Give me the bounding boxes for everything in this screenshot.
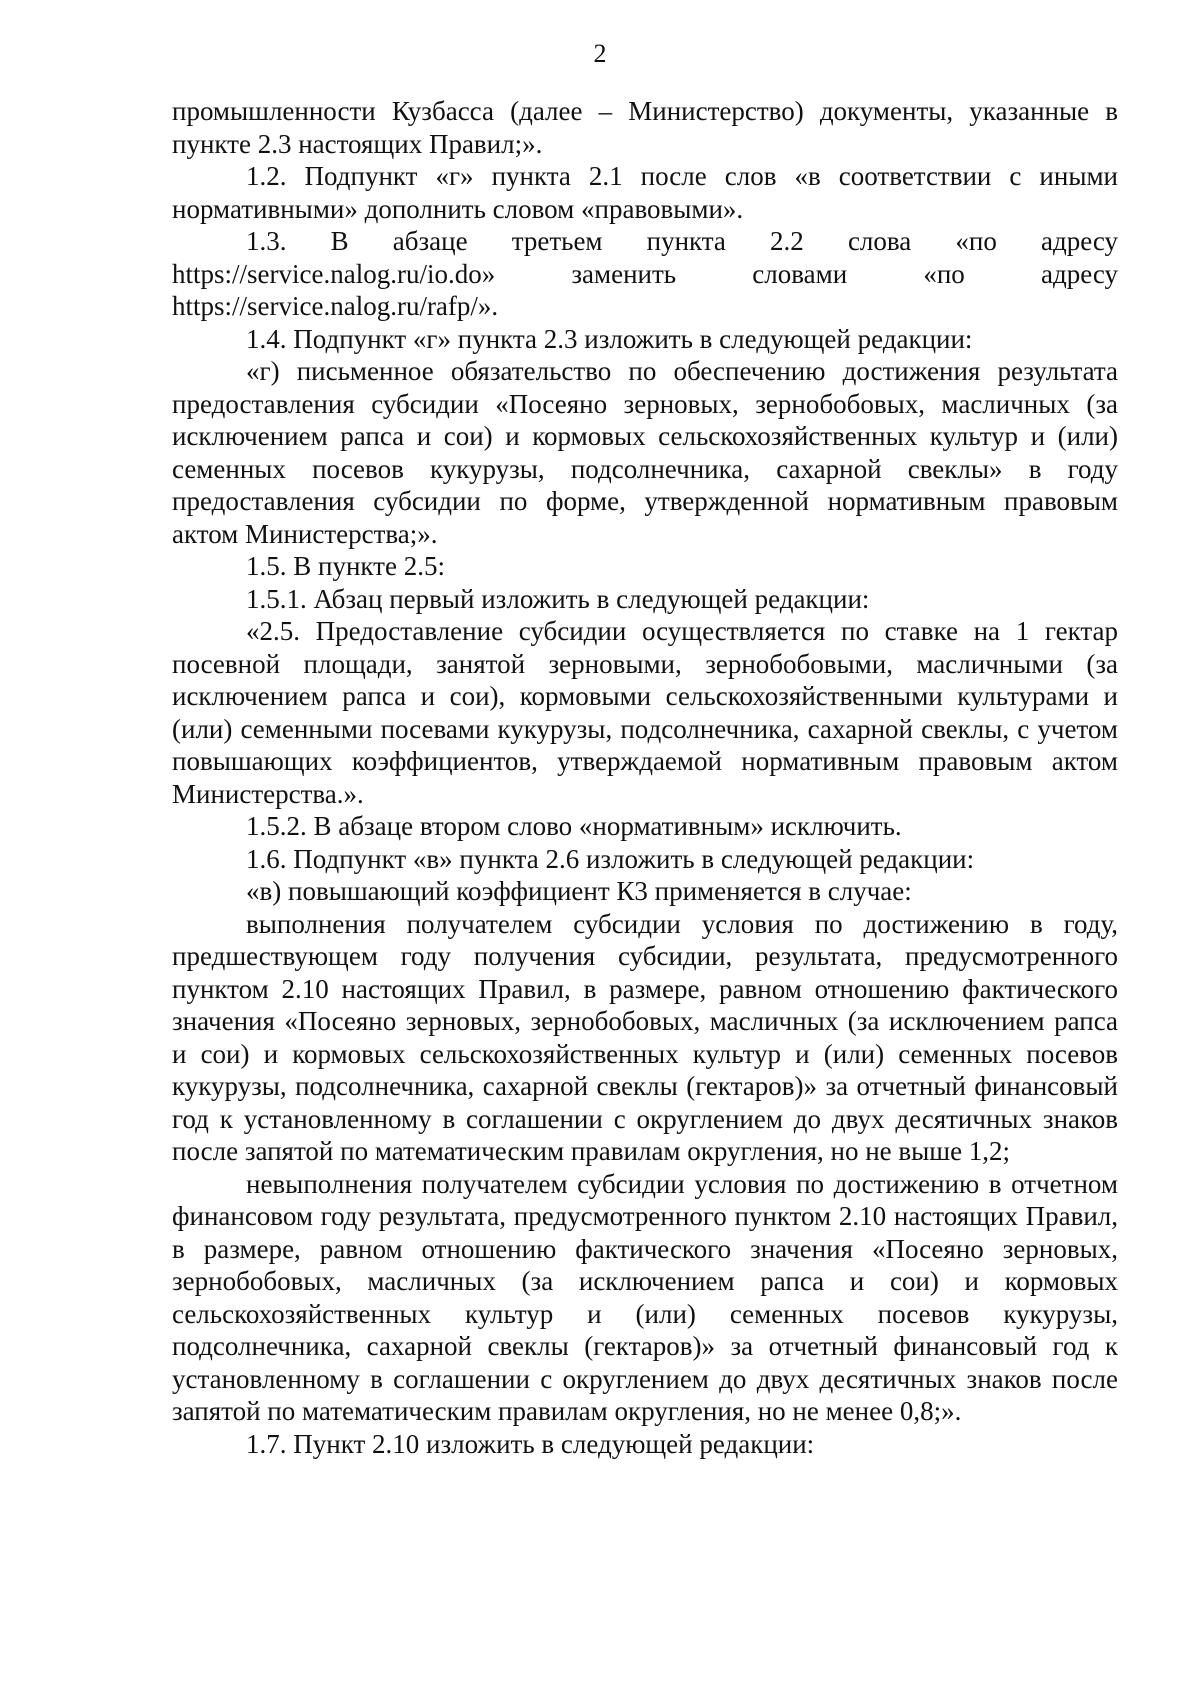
paragraph-2-5-text: «2.5. Предоставление субсидии осуществляется по ставке на 1 гектар посевной площади, занятой зерновыми, зернобобовыми, масличными (за исключением рапса и сои), кормовыми сельскохозяйственными культурами и (или) семенными посевами кукурузы, подсолнечника, сахарной свеклы, с учетом повышающих коэффициентов, утверждаемой нормативным правовым актом Министерства.». — [172, 616, 1118, 809]
paragraph-k3-fulfilled: выполнения получателем субсидии условия по достижению в году, предшествующем году получения субсидии, результата, предусмотренного пунктом 2.10 настоящих Правил, в размере, равном отношению фактического значения «Посеяно зерновых, зернобобовых, масличных (за исключением рапса и сои) и кормовых сельскохозяйственных культур и (или) семенных посевов кукурузы, подсолнечника, сахарной свеклы (гектаров)» за отчетный финансовый год к установленному в соглашении с округлением до двух десятичных знаков после запятой по математическим правилам округления, но не выше 1,2; — [172, 908, 1118, 1166]
paragraph-1-7: 1.7. Пункт 2.10 изложить в следующей редакции: — [246, 1428, 815, 1459]
paragraph-1-3: 1.3. В абзаце третьем пункта 2.2 слова «по адресу https://service.nalog.ru/io.do» заменить словами «по адресу https://service.nalog.ru/rafp/». — [172, 226, 1118, 321]
page-number: 2 — [593, 39, 607, 68]
paragraph-1-5: 1.5. В пункте 2.5: — [246, 551, 445, 581]
paragraph-1-5-1: 1.5.1. Абзац первый изложить в следующей редакции: — [246, 583, 870, 614]
paragraph-continuation: промышленности Кузбасса (далее – Министерство) документы, указанные в пункте 2.3 настоящих Правил;». — [172, 96, 1118, 159]
paragraph-1-5-2: 1.5.2. В абзаце втором слово «нормативным» исключить. — [246, 811, 902, 841]
paragraph-1-6: 1.6. Подпункт «в» пункта 2.6 изложить в следующей редакции: — [246, 843, 975, 874]
paragraph-1-6-text: «в) повышающий коэффициент К3 применяется в случае: — [246, 876, 912, 906]
paragraph-1-2: 1.2. Подпункт «г» пункта 2.1 после слов «в соответствии с иными нормативными» дополнить словом «правовыми». — [172, 161, 1118, 224]
paragraph-1-4: 1.4. Подпункт «г» пункта 2.3 изложить в следующей редакции: — [246, 323, 973, 354]
paragraph-1-4-text: «г) письменное обязательство по обеспечению достижения результата предоставления субсидии «Посеяно зерновых, зернобобовых, масличных (за исключением рапса и сои) и кормовых сельскохозяйственных культур и (или) семенных посевов кукурузы, подсолнечника, сахарной свеклы» в году предоставления субсидии по форме, утвержденной нормативным правовым актом Министерства;». — [172, 356, 1118, 549]
paragraph-k3-not-fulfilled: невыполнения получателем субсидии условия по достижению в отчетном финансовом году результата, предусмотренного пунктом 2.10 настоящих Правил, в размере, равном отношению фактического значения «Посеяно зерновых, зернобобовых, масличных (за исключением рапса и сои) и кормовых сельскохозяйственных культур и (или) семенных посевов кукурузы, подсолнечника, сахарной свеклы (гектаров)» за отчетный финансовый год к установленному в соглашении с округлением до двух десятичных знаков после запятой по математическим правилам округления, но не менее 0,8;». — [172, 1168, 1118, 1426]
document-body — [172, 95, 1118, 1460]
